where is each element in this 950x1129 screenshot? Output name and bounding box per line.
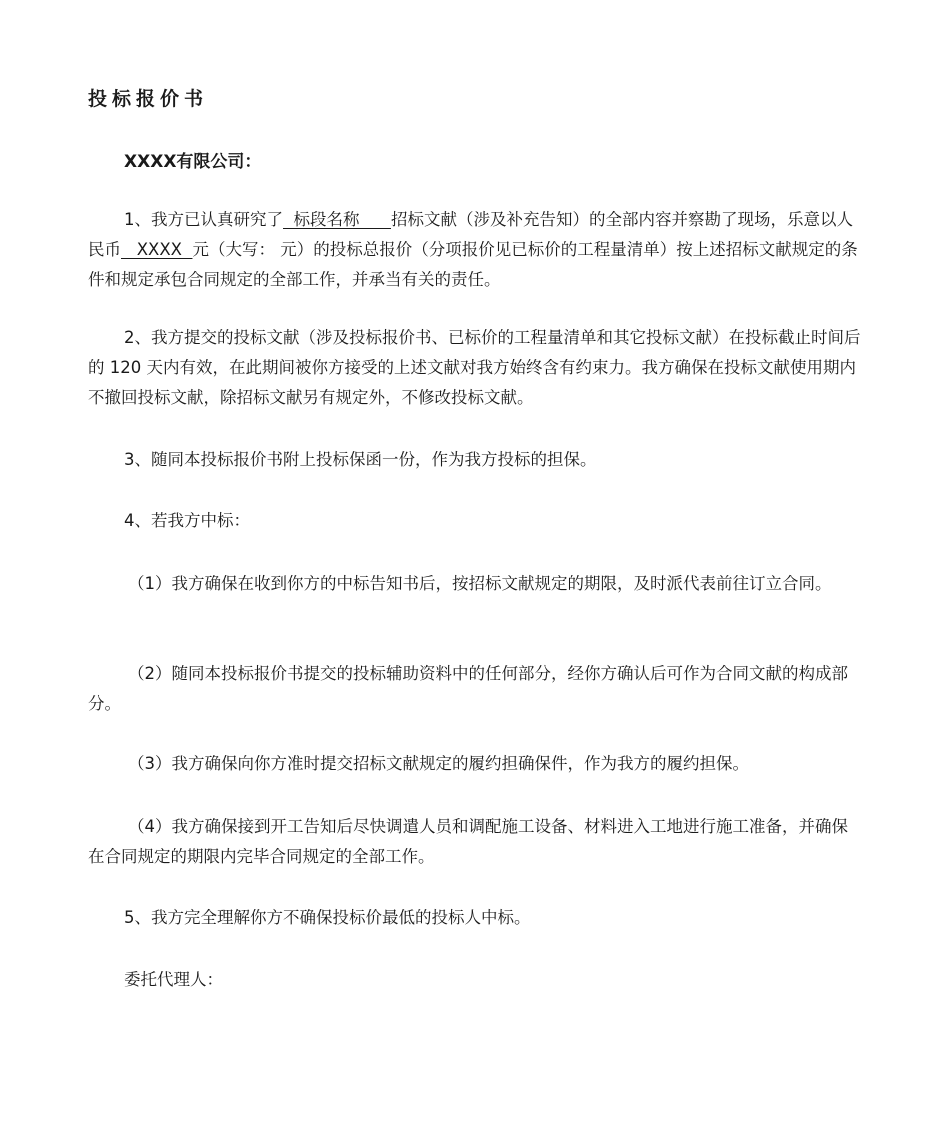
paragraph-1-text-a: 1、我方已认真研究了 [124, 210, 283, 229]
paragraph-4: 4、若我方中标： [124, 511, 250, 530]
paragraph-5: 5、我方完全理解你方不确保投标价最低的投标人中标。 [124, 908, 531, 927]
paragraph-4-item-1: （1）我方确保在收到你方的中标告知书后，按招标文献规定的期限，及时派代表前往订立合同。 [128, 574, 832, 593]
paragraph-2: 2、我方提交的投标文献（涉及投标报价书、已标价的工程量清单和其它投标文献）在投标截止时间后的 120 天内有效，在此期间被你方接受的上述文献对我方始终含有约束力。我方确保在投标文献使用期内不撤回投标文献，除招标文献另有规定外，不修改投标文献。 [88, 328, 861, 407]
paragraph-1-text-b: 招标文献（涉及补充告知）的全部内容并察勘了现场，乐意以人民币 [88, 210, 853, 259]
paragraph-3: 3、随同本投标报价书附上投标保函一份，作为我方投标的担保。 [124, 450, 597, 469]
project-name-blank: 标段名称 [283, 210, 391, 229]
paragraph-4-item-4: （4）我方确保接到开工告知后尽快调遣人员和调配施工设备、材料进入工地进行施工准备，并确保在合同规定的期限内完毕合同规定的全部工作。 [88, 817, 848, 866]
salutation: XXXX有限公司： [124, 152, 262, 172]
paragraph-4-item-3: （3）我方确保向你方准时提交招标文献规定的履约担确保件，作为我方的履约担保。 [128, 754, 749, 773]
document-title: 投标报价书 [88, 88, 209, 110]
paragraph-1-text-c: 元（大写： 元）的投标总报价（分项报价见已标价的工程量清单）按上述招标文献规定的条件和规定承包合同规定的全部工作，并承当有关的责任。 [88, 240, 858, 289]
paragraph-4-item-2: （2）随同本投标报价书提交的投标辅助资料中的任何部分，经你方确认后可作为合同文献的构成部分。 [88, 664, 848, 713]
paragraph-1 [88, 205, 863, 295]
agent-label: 委托代理人： [124, 970, 223, 989]
amount-blank: XXXX [121, 240, 193, 259]
